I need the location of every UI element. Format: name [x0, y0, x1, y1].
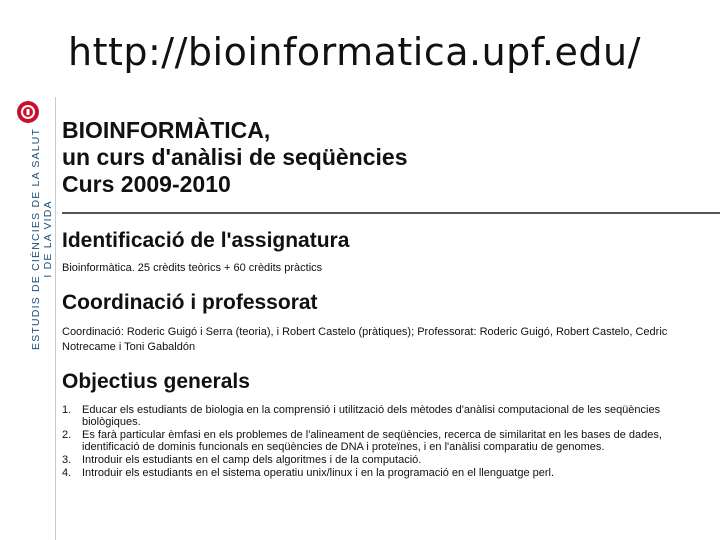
coordination-text-line1: Coordinació: Roderic Guigó i Serra (teoria), i Robert Castelo (pràtiques); Professorat: Roderic Guigó, Robert Castelo, Cedric — [62, 326, 668, 338]
objectives-heading: Objectius generals — [62, 370, 250, 393]
list-item — [62, 404, 720, 428]
identification-text: Bioinformàtica. 25 crèdits teòrics + 60 crèdits pràctics — [62, 262, 323, 274]
list-item — [62, 454, 720, 466]
identification-heading: Identificació de l'assignatura — [62, 229, 350, 252]
sidebar-divider — [55, 97, 56, 540]
list-item — [62, 467, 720, 479]
coordination-heading: Coordinació i professorat — [62, 291, 318, 314]
list-item-text: Introduir els estudiants en el camp dels algoritmes i de la computació. — [82, 454, 422, 466]
coordination-text — [62, 325, 720, 355]
list-item-number: 4. — [62, 467, 72, 479]
list-item-text — [82, 404, 720, 428]
title-rule — [62, 212, 720, 214]
coordination-text-line2: Notrecame i Toni Gabaldón — [62, 341, 196, 353]
list-item-number: 2. — [62, 429, 72, 441]
objectives-list — [62, 404, 720, 479]
course-page-content — [62, 117, 720, 540]
faculty-vertical-label — [30, 128, 54, 350]
faculty-label-line1: ESTUDIS DE CIÈNCIES DE LA SALUT — [30, 127, 42, 350]
list-item — [62, 429, 720, 453]
list-item-number: 1. — [62, 404, 72, 416]
list-item-line: identificació de dominis funcionals en seqüències de DNA i proteïnes, i en l'anàlisi comparatiu de genomes. — [82, 441, 605, 453]
upf-logo-icon — [16, 100, 40, 124]
list-item-number: 3. — [62, 454, 72, 466]
course-title-line2: un curs d'anàlisi de seqüències — [62, 144, 408, 170]
faculty-label-line2: I DE LA VIDA — [42, 200, 54, 278]
course-title-line1: BIOINFORMÀTICA, — [62, 117, 271, 143]
list-item-line: biològiques. — [82, 416, 141, 428]
list-item-text — [82, 429, 720, 453]
course-title-line3: Curs 2009-2010 — [62, 171, 231, 197]
slide-title: http://bioinformatica.upf.edu/ — [68, 30, 641, 74]
list-item-line: Educar els estudiants de biologia en la comprensió i utilització dels mètodes d'anàlisi computacional de les seqüències — [82, 404, 661, 416]
list-item-text: Introduir els estudiants en el sistema operatiu unix/linux i en la programació en el llenguatge perl. — [82, 467, 555, 479]
list-item-line: Es farà particular èmfasi en els problemes de l'alineament de seqüències, recerca de similaritat en les bases de dades, — [82, 429, 662, 441]
